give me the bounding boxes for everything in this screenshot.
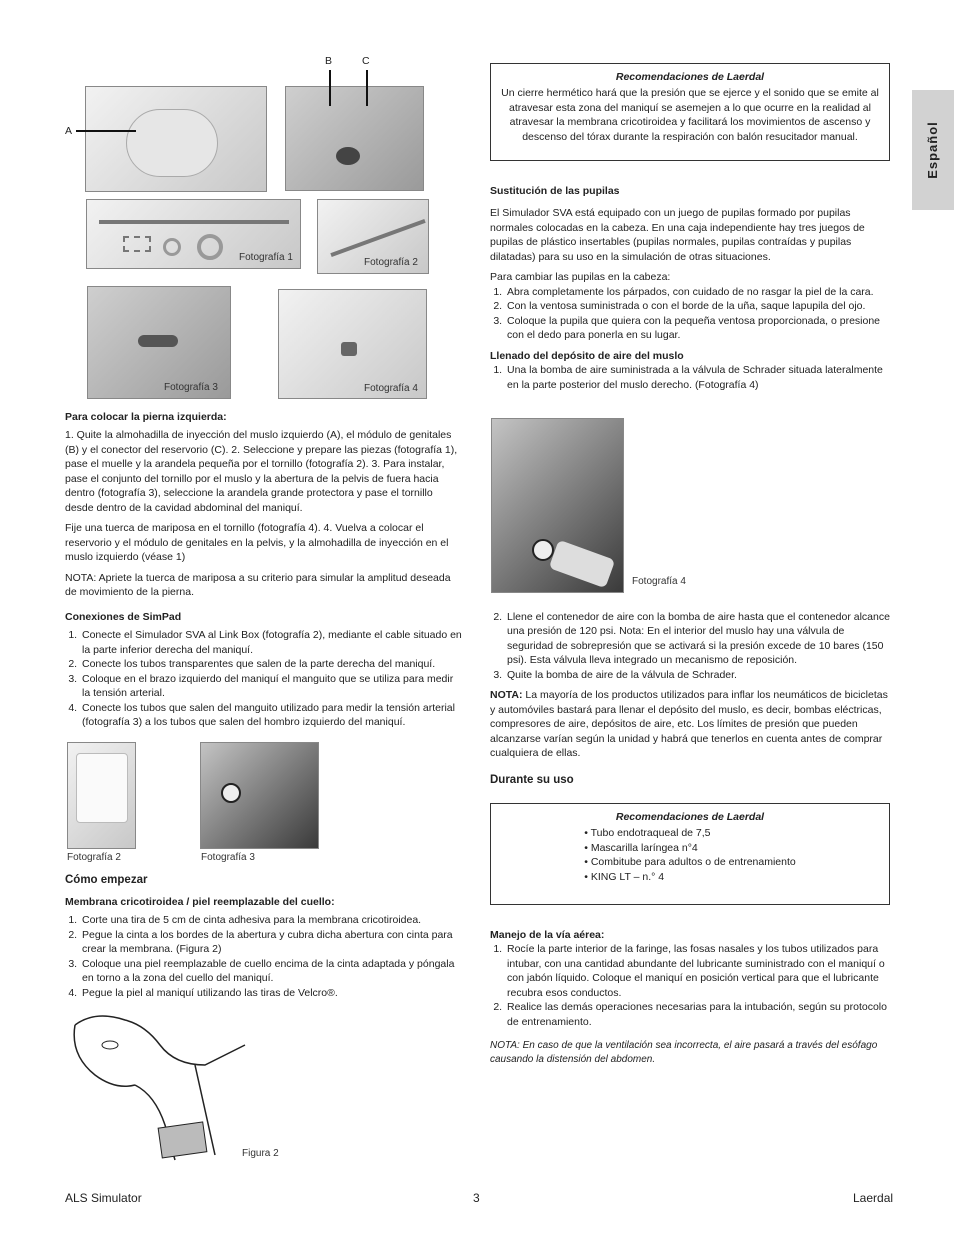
recommendations-box-2 [490, 803, 890, 905]
footer-brand: Laerdal [853, 1191, 894, 1205]
arrow-a [76, 130, 136, 132]
caption-figura2: Figura 2 [242, 1148, 279, 1159]
photo-link-box [67, 742, 136, 849]
simpad-list [65, 628, 463, 729]
right-column-lower [490, 928, 890, 1073]
list-item: 1. Corte una tira de 5 cm de cinta adhesiva para la membrana cricotiroidea. [80, 913, 463, 927]
pupils-paragraph-2: Para cambiar las pupilas en la cabeza: [490, 271, 671, 284]
caption-foto2b: Fotografía 2 [67, 852, 121, 863]
caption-foto3b: Fotografía 3 [201, 852, 255, 863]
list-item: 1. Rocíe la parte interior de la faringe, las fosas nasales y los tubos utilizados para intubar, con una cantidad abundante del lubricante suministrado con el maniquí o con jabón líquido. Coloque el maniquí en posición vertical para que el lubricante recubra esos conductos. [505, 942, 890, 1000]
box2-list [584, 826, 795, 884]
list-item: 2. Conecte los tubos transparentes que salen de la parte derecha del maniquí. [80, 657, 463, 671]
list-item: 3. Quite la bomba de aire de la válvula de Schrader. [505, 668, 890, 682]
box2-title: Recomendaciones de Laerdal [615, 811, 765, 823]
list-item: 1. Abra completamente los párpados, con cuidado de no rasgar la piel de la cara. [505, 285, 890, 299]
photo-bp-cuff [200, 742, 319, 849]
airway-title: Manejo de la vía aérea: [490, 929, 605, 941]
list-item: 3. Coloque la pupila que quiera con la pequeña ventosa proporcionada, o presione con el dedo para ponerla en su lugar. [505, 314, 890, 343]
box1-title: Recomendaciones de Laerdal [615, 71, 765, 83]
thigh-list-2 [490, 610, 890, 682]
pupils-paragraph-1: El Simulador SVA está equipado con un juego de pupilas formado por pupilas normales colocadas en la cabeza. En una caja independiente hay tres juegos de pupilas de plástico insertables (pupilas normales, pupilas contraídas y pupilas dilatadas) para su uso en la simulación de otras situaciones. [490, 207, 865, 263]
list-item: 3. Coloque una piel reemplazable de cuello encima de la cinta adaptada y póngala en torno a la zona del cuello del maniquí. [80, 957, 463, 986]
left-column-lower [65, 873, 463, 1006]
label-a: A [65, 125, 73, 137]
thigh-title: Llenado del depósito de aire del muslo [490, 349, 684, 362]
leg-paragraph-2: Fije una tuerca de mariposa en el tornillo (fotografía 4). 4. Vuelva a colocar el reservorio y el módulo de genitales en la pelvis, y la almohadilla de inyección en el muslo izquierdo (véase 1) [65, 522, 449, 564]
figure-2-drawing [65, 1005, 265, 1165]
airway-list [490, 942, 890, 1029]
photo-thigh-injection-pad [85, 86, 267, 192]
caption-foto4r: Fotografía 4 [632, 576, 686, 587]
list-item: 2. Realice las demás operaciones necesarias para la intubación, según su protocolo de entrenamiento. [505, 1000, 890, 1029]
footer-page-number: 3 [473, 1191, 480, 1205]
start-title: Cómo empezar [65, 874, 148, 886]
list-item: • Mascarilla laríngea n°4 [584, 841, 698, 854]
arrow-c [366, 70, 368, 106]
label-c: C [362, 55, 370, 67]
leg-note: NOTA: Apriete la tuerca de mariposa a su criterio para simular la amplitud deseada de movimiento de la pierna. [65, 571, 451, 599]
list-item: 1. Conecte el Simulador SVA al Link Box (fotografía 2), mediante el cable situado en la parte inferior derecha del maniquí. [80, 628, 463, 657]
list-item: • Tubo endotraqueal de 7,5 [584, 827, 711, 840]
recommendations-box-1 [490, 63, 890, 161]
caption-foto2: Fotografía 2 [364, 257, 418, 268]
box1-text: Un cierre hermético hará que la presión que se ejerce y el sonido que se emite al atravesar esta zona del maniquí se asemejen a lo que ocurre en la realidad al atravesar la membrana cricotiroidea y facilitará los movimientos de ascenso y descenso del tórax durante la respiración con balón resucitador manual. [501, 87, 879, 143]
airway-note: NOTA: En caso de que la ventilación sea incorrecta, el aire pasará a través del esófago causando la distensión del abdomen. [490, 1040, 878, 1066]
right-column [490, 184, 890, 398]
label-b: B [325, 55, 333, 67]
list-item: • KING LT – n.° 4 [584, 870, 665, 883]
simpad-title: Conexiones de SimPad [65, 610, 182, 623]
nota-text: La mayoría de los productos utilizados para inflar los neumáticos de bicicletas y automóviles bastará para llenar el depósito del muslo, es decir, bombas eléctricas, compresores de aire, depósitos de aire, etc. Los límites de presión que pueden alcanzarse varían según la unidad y habrá que tenerlos en cuenta antes de comprar cualquiera de ellas. [490, 689, 888, 760]
list-item: 2. Pegue la cinta a los bordes de la abertura y cubra dicha abertura con cinta para crear la membrana. (Figura 2) [80, 928, 463, 957]
nota-paragraph [490, 688, 890, 760]
list-item: 4. Conecte los tubos que salen del manguito utilizado para medir la tensión arterial (fotografía 3) a los tubos que salen del hombro izquierdo del maniquí. [80, 701, 463, 730]
arrow-b [329, 70, 331, 106]
footer-product: ALS Simulator [65, 1191, 142, 1205]
left-column [65, 410, 463, 736]
language-tab [912, 90, 954, 210]
leg-paragraph-1: 1. Quite la almohadilla de inyección del muslo izquierdo (A), el módulo de genitales (B) y el conector del reservorio (C). 2. Seleccione y prepare las piezas (fotografía 1), pase el muelle y la arandela pequeña por el tornillo (fotografía 2). 3. Para instalar, pase el conjunto del tornillo por el muslo y la abertura de la pelvis de fuera hacia dentro (fotografía 3), seleccione la arandela grande protectora y pase el tornillo desde dentro de la cavidad abdominal del maniquí. [65, 429, 458, 514]
caption-foto4: Fotografía 4 [364, 383, 418, 394]
list-item: • Combitube para adultos o de entrenamiento [584, 856, 796, 869]
nota-label: NOTA: [490, 689, 523, 702]
photo-genital-module [285, 86, 424, 191]
list-item: 1. Una la bomba de aire suministrada a la válvula de Schrader situada lateralmente en la parte posterior del muslo derecho. (Fotografía 4) [505, 363, 890, 392]
leg-title: Para colocar la pierna izquierda: [65, 411, 227, 423]
language-tab-label: Español [925, 121, 941, 179]
pupils-title: Sustitución de las pupilas [490, 185, 620, 197]
list-item: 3. Coloque en el brazo izquierdo del maniquí el manguito que se utiliza para medir la tensión arterial. [80, 672, 463, 701]
right-column-mid [490, 610, 890, 793]
membrane-list [65, 913, 463, 1000]
list-item: 2. Con la ventosa suministrada o con el borde de la uña, saque lapupila del ojo. [505, 299, 890, 313]
photo-4-air-pump [491, 418, 624, 593]
list-item: 4. Pegue la piel al maniquí utilizando las tiras de Velcro®. [80, 986, 463, 1000]
caption-foto1: Fotografía 1 [239, 252, 293, 263]
list-item: 2. Llene el contenedor de aire con la bomba de aire hasta que el contenedor alcance una presión de 120 psi. Nota: En el interior del muslo hay una válvula de seguridad de sobrepresión que se activará si la presión excede de 10 bares (150 psi). Esta válvula lleva integrado un mecanismo de reposición. [505, 610, 890, 668]
pupils-list [490, 285, 890, 343]
thigh-list-1 [490, 363, 890, 392]
during-title: Durante su uso [490, 773, 574, 786]
caption-foto3: Fotografía 3 [164, 382, 218, 393]
membrane-title: Membrana cricotiroidea / piel reemplazable del cuello: [65, 895, 335, 908]
